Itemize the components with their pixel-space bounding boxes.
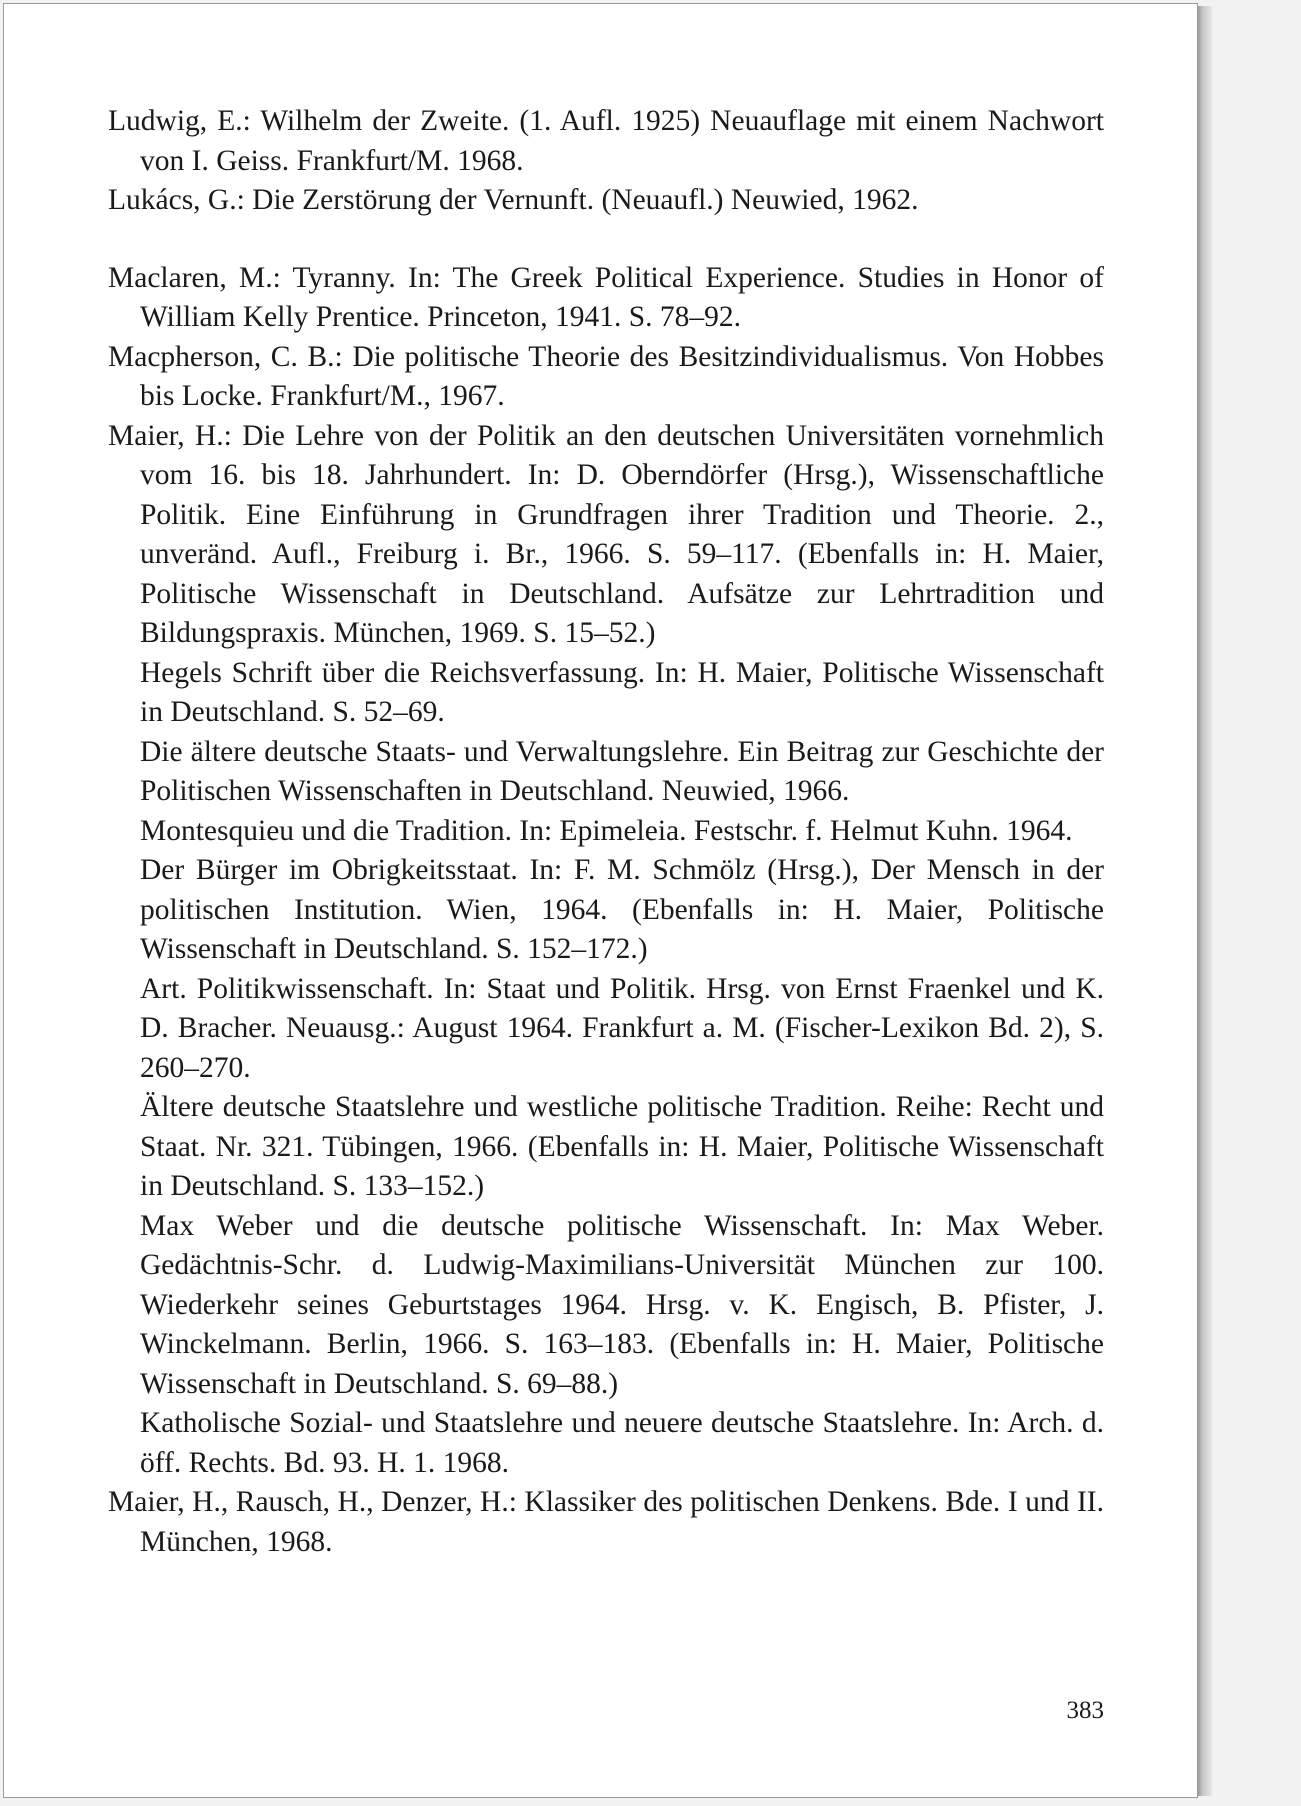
- bib-subentry-buerger: Der Bürger im Obrigkeitsstaat. In: F. M. Schmölz (Hrsg.), Der Mensch in der politischen Institution. Wien, 1964. (Ebenfalls in: H. Maier, Politische Wissenschaft in Deutschland. S. 152–172.): [140, 854, 1104, 965]
- bib-entry-maclaren: Maclaren, M.: Tyranny. In: The Greek Political Experience. Studies in Honor of William Kelly Prentice. Princeton, 1941. S. 78–92.: [108, 261, 1104, 333]
- bib-subentry-montesquieu: Montesquieu und die Tradition. In: Epimeleia. Festschr. f. Helmut Kuhn. 1964.: [140, 814, 1073, 847]
- bibliography-list: [108, 102, 1104, 1562]
- bib-entry-macpherson: Macpherson, C. B.: Die politische Theorie des Besitzindividualismus. Von Hobbes bis Locke. Frankfurt/M., 1967.: [108, 340, 1104, 412]
- page-edge-shadow: [1198, 6, 1212, 1796]
- bib-subentry-politikwissenschaft: Art. Politikwissenschaft. In: Staat und Politik. Hrsg. von Ernst Fraenkel und K. D. Bracher. Neuausg.: August 1964. Frankfurt a. M. (Fischer-Lexikon Bd. 2), S. 260–270.: [140, 972, 1104, 1084]
- bib-subentry-max-weber: Max Weber und die deutsche politische Wissenschaft. In: Max Weber. Gedächtnis-Schr. d. Ludwig-Maximilians-Universität München zur 100. Wiederkehr seines Geburtstages 1964. Hrsg. v. K. Engisch, B. Pfister, J. Winckelmann. Berlin, 1966. S. 163–183. (Ebenfalls in: H. Maier, Politische Wissenschaft in Deutschland. S. 69–88.): [140, 1209, 1104, 1400]
- bib-entry-lukacs: Lukács, G.: Die Zerstörung der Vernunft. (Neuaufl.) Neuwied, 1962.: [108, 184, 919, 216]
- bib-subentry-staatslehre: Die ältere deutsche Staats- und Verwaltungslehre. Ein Beitrag zur Geschichte der Politischen Wissenschaften in Deutschland. Neuwied, 1966.: [140, 735, 1104, 807]
- bib-entry-maier: [108, 417, 1104, 1484]
- bib-entry-maier-rausch-denzer: Maier, H., Rausch, H., Denzer, H.: Klassiker des politischen Denkens. Bde. I und II. München, 1968.: [108, 1486, 1104, 1558]
- bib-subentry-aeltere-staatslehre: Ältere deutsche Staatslehre und westliche politische Tradition. Reihe: Recht und Staat. Nr. 321. Tübingen, 1966. (Ebenfalls in: H. Maier, Politische Wissenschaft in Deutschland. S. 133–152.): [140, 1091, 1104, 1202]
- bib-subentry-hegel: Hegels Schrift über die Reichsverfassung. In: H. Maier, Politische Wissenschaft in Deutschland. S. 52–69.: [140, 656, 1104, 728]
- bib-subentry-katholische: Katholische Sozial- und Staatslehre und neuere deutsche Staatslehre. In: Arch. d. öff. Rechts. Bd. 93. H. 1. 1968.: [140, 1407, 1104, 1479]
- bib-entry-maier-main: Maier, H.: Die Lehre von der Politik an den deutschen Universitäten vornehmlich vom 16. bis 18. Jahrhundert. In: D. Oberndörfer (Hrsg.), Wissenschaftliche Politik. Eine Einführung in Grundfragen ihrer Tradition und Theorie. 2., unveränd. Aufl., Freiburg i. Br., 1966. S. 59–117. (Ebenfalls in: H. Maier, Politische Wissenschaft in Deutschland. Aufsätze zur Lehrtradition und Bildungspraxis. München, 1969. S. 15–52.): [108, 419, 1104, 649]
- book-page: [3, 3, 1198, 1798]
- bib-entry-ludwig: Ludwig, E.: Wilhelm der Zweite. (1. Aufl. 1925) Neuauflage mit einem Nachwort von I. Geiss. Frankfurt/M. 1968.: [108, 105, 1104, 177]
- page-number: 383: [1066, 1697, 1104, 1724]
